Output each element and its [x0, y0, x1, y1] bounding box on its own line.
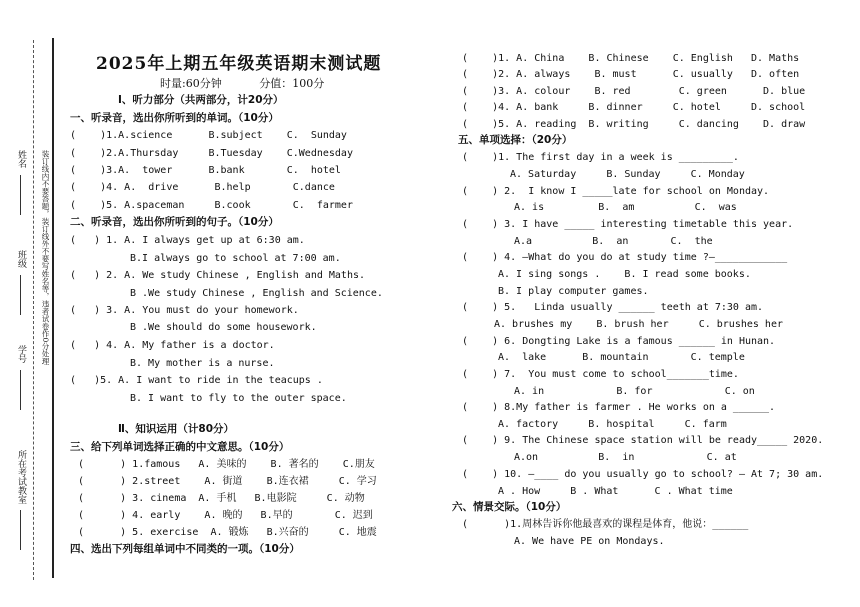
student-id-label: 学号 [16, 345, 26, 363]
exam-room-blank[interactable] [20, 510, 21, 550]
question-line: A. Saturday B. Sunday C. Monday [510, 169, 745, 180]
binding-solid-line [52, 38, 54, 578]
question-line: ( ) 4. —What do you do at study time ?—____________ [462, 252, 788, 263]
section-heading: 三、给下列单词选择正确的中文意思。（10分） [70, 441, 290, 453]
question-line: ( ) 10. —____ do you usually go to school? — At 7; 30 am. [462, 469, 824, 480]
section-heading: 六、情景交际。（10分） [452, 501, 567, 513]
question-line: ( ) 1. A. I always get up at 6:30 am. [70, 235, 305, 246]
section-heading: Ⅰ、听力部分（共两部分，计20分） [118, 94, 284, 106]
student-id-blank[interactable] [20, 370, 21, 410]
binding-note: 装订线内不要答题，装订线外不要写姓名等，违者试卷作0分处理 [41, 150, 50, 365]
total-score: 分值：100分 [259, 77, 325, 90]
question-line: B.I always go to school at 7:00 am. [130, 253, 341, 264]
question-line: A . How B . What C . What time [498, 486, 733, 497]
question-line: ( )1.周林告诉你他最喜欢的课程是体育，他说：______ [462, 519, 749, 530]
question-line: ( ) 2. I know I _____late for school on Monday. [462, 186, 770, 197]
question-line: B. My mother is a nurse. [130, 358, 275, 369]
question-line: A. I sing songs . B. I read some books. [498, 269, 751, 280]
question-line: A. is B. am C. was [514, 202, 737, 213]
binding-dashed-line [33, 40, 34, 580]
question-line: ( )3.A. tower B.bank C. hotel [70, 165, 341, 176]
question-line: ( ) 3. I have _____ interesting timetable this year. [462, 219, 794, 230]
question-line: ( )2.A.Thursday B.Tuesday C.Wednesday [70, 148, 353, 159]
question-line: A. We have PE on Mondays. [514, 536, 665, 547]
exam-meta [160, 75, 358, 91]
exam-room-label: 所在考试教室 [16, 450, 26, 504]
section-heading: 一、听录音，选出你所听到的单词。（10分） [70, 112, 279, 124]
question-line: ( ) 3. A. You must do your homework. [70, 305, 299, 316]
question-line: B. I play computer games. [498, 286, 649, 297]
time-limit: 时量:60分钟 [160, 77, 222, 90]
question-line: ( )5. A. reading B. writing C. dancing D. draw [462, 119, 806, 130]
question-line: ( )1.A.science B.subject C. Sunday [70, 130, 347, 141]
question-line: ( )4. A. bank B. dinner C. hotel D. school [462, 102, 806, 113]
class-label: 班级 [16, 250, 26, 268]
section-heading: 五、单项选择：（20分） [458, 134, 573, 146]
class-blank[interactable] [20, 275, 21, 315]
question-line: ( ) 6. Dongting Lake is a famous ______ in Hunan. [462, 336, 776, 347]
question-line: ( ) 7. You must come to school_______time. [462, 369, 739, 380]
question-line: B .We study Chinese , English and Science. [130, 288, 383, 299]
question-line: ( )2. A. always B. must C. usually D. often [462, 69, 800, 80]
question-line: A. in B. for C. on [514, 386, 755, 397]
question-line: ( )3. A. colour B. red C. green D. blue [462, 86, 806, 97]
binding-margin [0, 0, 58, 607]
question-line: ( ) 5. exercise A. 锻炼 B.兴奋的 C. 地震 [78, 527, 377, 538]
question-line: ( )1. The first day in a week is _________. [462, 152, 739, 163]
name-blank[interactable] [20, 175, 21, 215]
question-line: B .We should do some housework. [130, 322, 317, 333]
section-heading: 四、选出下列每组单词中不同类的一项。（10分） [70, 543, 300, 555]
question-line: ( ) 2. A. We study Chinese , English and Maths. [70, 270, 366, 281]
question-line: ( )1. A. China B. Chinese C. English D. Maths [462, 53, 800, 64]
question-line: A. factory B. hospital C. farm [498, 419, 727, 430]
question-line: ( ) 4. A. My father is a doctor. [70, 340, 275, 351]
question-line: ( )5. A.spaceman B.cook C. farmer [70, 200, 353, 211]
page-title: 2025年上期五年级英语期末测试题 [96, 54, 382, 74]
question-line: A. lake B. mountain C. temple [498, 352, 745, 363]
question-line: ( ) 3. cinema A. 手机 B.电影院 C. 动物 [78, 493, 365, 504]
name-label: 姓名 [16, 150, 26, 168]
question-line: ( ) 1.famous A. 美味的 B. 著名的 C.朋友 [78, 459, 375, 470]
question-line: ( ) 5. Linda usually ______ teeth at 7:30 am. [462, 302, 764, 313]
section-heading: Ⅱ、知识运用（计80分） [118, 423, 235, 435]
question-line: ( )5. A. I want to ride in the teacups . [70, 375, 323, 386]
question-line: B. I want to fly to the outer space. [130, 393, 347, 404]
question-line: ( ) 4. early A. 晚的 B.早的 C. 迟到 [78, 510, 373, 521]
question-line: ( ) 2.street A. 街道 B.连衣裙 C. 学习 [78, 476, 377, 487]
question-line: ( )4. A. drive B.help C.dance [70, 182, 335, 193]
question-line: A. brushes my B. brush her C. brushes her [494, 319, 783, 330]
question-line: ( ) 8.My father is farmer . He works on a ______. [462, 402, 776, 413]
question-line: ( ) 9. The Chinese space station will be ready_____ 2020. [462, 435, 824, 446]
section-heading: 二、听录音，选出你所听到的句子。（10分） [70, 216, 279, 228]
question-line: A.on B. in C. at [514, 452, 737, 463]
question-line: A.a B. an C. the [514, 236, 713, 247]
